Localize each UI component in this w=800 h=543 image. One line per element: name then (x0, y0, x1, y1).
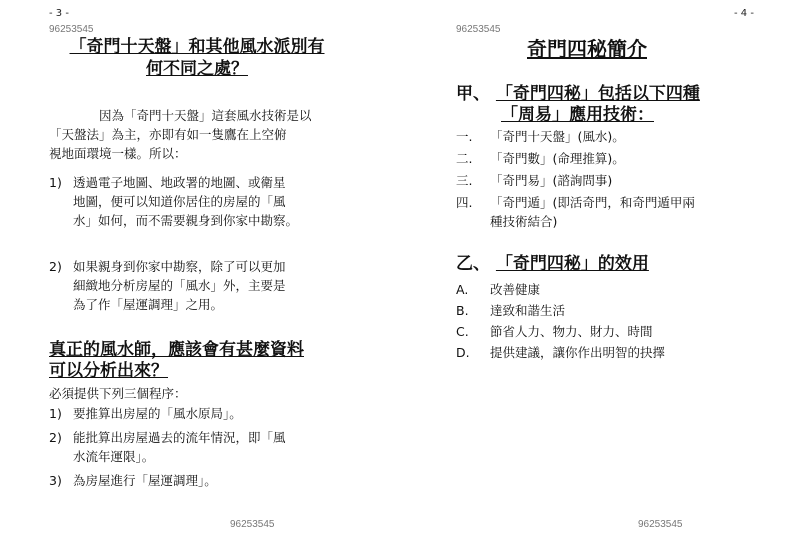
page-number: - 3 - (49, 8, 69, 19)
list-item: 三. 「奇門易」(諮詢問事) (456, 173, 613, 188)
list-item: 二. 「奇門數」(命理推算)。 (456, 151, 625, 166)
list-item: 1) 透過電子地圖、地政署的地圖、或衛星 地圖，便可以知道你居住的房屋的「風 水」如何，而不需要親身到你家中勘察。 (49, 175, 299, 228)
page-title: 「奇門十天盤」和其他風水派別有 何不同之處？ (69, 37, 325, 79)
section-heading: 真正的風水師，應該會有甚麼資料 可以分析出來？ (49, 340, 304, 381)
list-item: 一. 「奇門十天盤」(風水)。 (456, 129, 625, 144)
document-code: 96253545 (230, 519, 275, 530)
list-item: D. 提供建議，讓你作出明智的抉擇 (456, 345, 666, 360)
intro-paragraph: 因為「奇門十天盤」這套風水技術是以 「天盤法」為主，亦即有如一隻鷹在上空俯 視地面環境一樣。所以： (49, 108, 312, 161)
list-item: A. 改善健康 (456, 282, 541, 297)
document-code: 96253545 (456, 24, 501, 35)
document-code: 96253545 (638, 519, 683, 530)
list-item: 1) 要推算出房屋的「風水原局」。 (49, 406, 242, 421)
list-item: B. 達致和諧生活 (456, 303, 566, 318)
list-item: 2) 能批算出房屋過去的流年情況，即「風 水流年運限」。 (49, 430, 286, 464)
section-intro: 必須提供下列三個程序： (49, 386, 187, 401)
right-page (400, 0, 800, 543)
section-heading: 乙、 「奇門四秘」的效用 (456, 254, 649, 274)
page-number: - 4 - (734, 8, 754, 19)
list-item: 3) 為房屋進行「屋運調理」。 (49, 473, 217, 488)
page-title: 奇門四秘簡介 (527, 37, 647, 61)
section-heading: 甲、 「奇門四秘」包括以下四種 「周易」應用技術： (456, 84, 700, 125)
document-code: 96253545 (49, 24, 94, 35)
list-item: 四. 「奇門遁」(即活奇門，和奇門遁甲兩 種技術結合) (456, 195, 695, 229)
list-item: 2) 如果親身到你家中勘察，除了可以更加 細緻地分析房屋的「風水」外，主要是 為了作「屋運調理」之用。 (49, 259, 286, 312)
list-item: C. 節省人力、物力、財力、時間 (456, 324, 653, 339)
